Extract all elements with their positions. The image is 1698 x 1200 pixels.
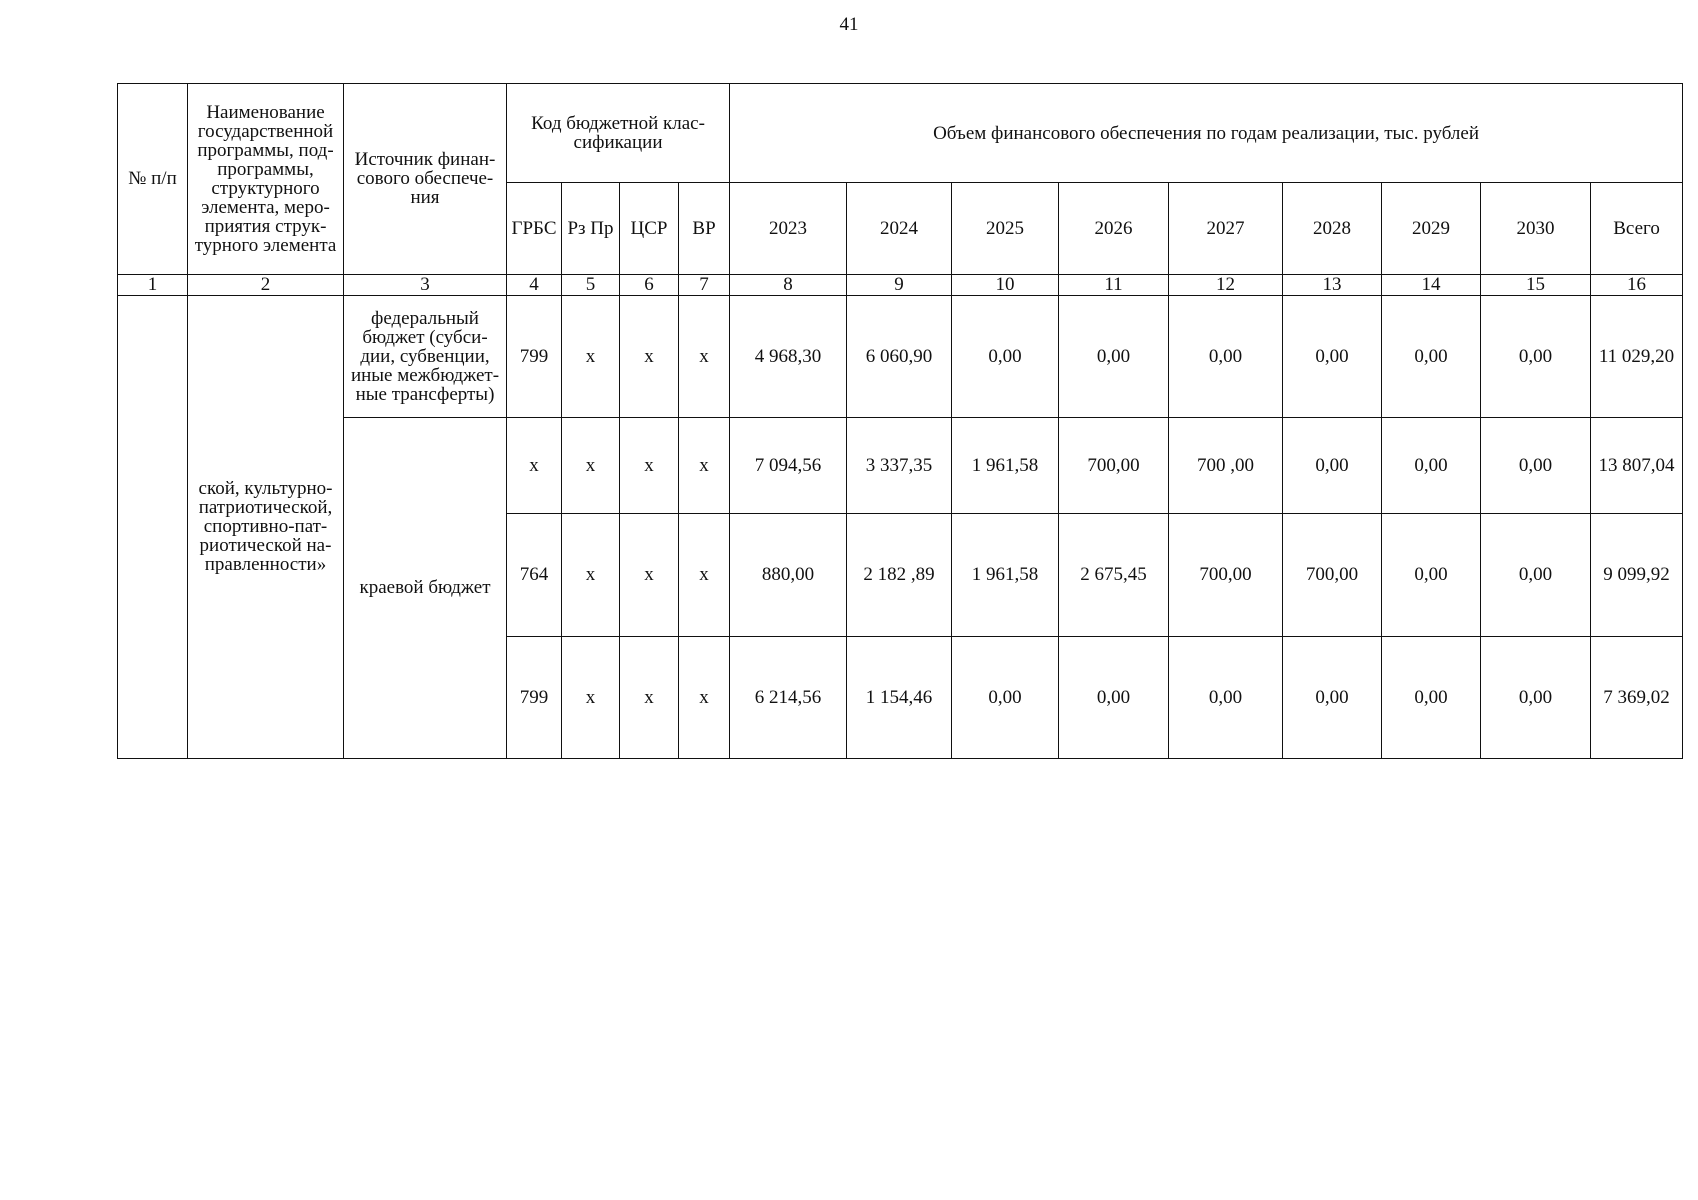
- value-cell: 0,00: [1283, 417, 1382, 513]
- index-cell: 4: [507, 274, 562, 295]
- value-cell: 2 182 ,89: [847, 514, 952, 636]
- index-cell: 12: [1169, 274, 1283, 295]
- value-cell: 6 060,90: [847, 295, 952, 417]
- source-regional-cell: краевой бюджет: [344, 417, 507, 758]
- rzpr-cell: х: [562, 514, 620, 636]
- index-cell: 6: [620, 274, 679, 295]
- header-rzpr: Рз Пр: [562, 183, 620, 274]
- index-cell: 8: [730, 274, 847, 295]
- value-cell: 0,00: [1059, 636, 1169, 758]
- value-cell: 700,00: [1283, 514, 1382, 636]
- header-year-2027: 2027: [1169, 183, 1283, 274]
- table-row: [118, 417, 1683, 513]
- index-cell: 9: [847, 274, 952, 295]
- value-cell: 3 337,35: [847, 417, 952, 513]
- header-year-2025: 2025: [952, 183, 1059, 274]
- index-cell: 14: [1382, 274, 1481, 295]
- rzpr-cell: х: [562, 417, 620, 513]
- value-cell: 0,00: [1481, 514, 1591, 636]
- vr-cell: х: [679, 295, 730, 417]
- budget-table: [117, 83, 1683, 759]
- value-cell: 0,00: [1382, 514, 1481, 636]
- header-name: Наименование государственной программы, под-программы, структурного элемента, меро-приятия струк-турного элемента: [188, 84, 344, 275]
- table-row: [118, 295, 1683, 417]
- value-cell: 1 154,46: [847, 636, 952, 758]
- index-cell: 7: [679, 274, 730, 295]
- total-cell: 9 099,92: [1591, 514, 1683, 636]
- value-cell: 0,00: [1481, 636, 1591, 758]
- csr-cell: х: [620, 417, 679, 513]
- header-grbs: ГРБС: [507, 183, 562, 274]
- value-cell: 4 968,30: [730, 295, 847, 417]
- total-cell: 11 029,20: [1591, 295, 1683, 417]
- vr-cell: х: [679, 514, 730, 636]
- header-volume-group: Объем финансового обеспечения по годам реализации, тыс. рублей: [730, 84, 1683, 183]
- grbs-cell: 764: [507, 514, 562, 636]
- header-row-1: [118, 84, 1683, 183]
- csr-cell: х: [620, 295, 679, 417]
- value-cell: 0,00: [1169, 295, 1283, 417]
- value-cell: 0,00: [952, 636, 1059, 758]
- header-vr: ВР: [679, 183, 730, 274]
- csr-cell: х: [620, 514, 679, 636]
- grbs-cell: х: [507, 417, 562, 513]
- header-year-2024: 2024: [847, 183, 952, 274]
- value-cell: 0,00: [1382, 417, 1481, 513]
- value-cell: 0,00: [1059, 295, 1169, 417]
- index-row: [118, 274, 1683, 295]
- value-cell: 6 214,56: [730, 636, 847, 758]
- value-cell: 700 ,00: [1169, 417, 1283, 513]
- value-cell: 1 961,58: [952, 514, 1059, 636]
- value-cell: 0,00: [1283, 636, 1382, 758]
- value-cell: 2 675,45: [1059, 514, 1169, 636]
- header-year-2028: 2028: [1283, 183, 1382, 274]
- csr-cell: х: [620, 636, 679, 758]
- index-cell: 2: [188, 274, 344, 295]
- value-cell: 700,00: [1059, 417, 1169, 513]
- page-number: 41: [839, 14, 859, 35]
- value-cell: 0,00: [1382, 636, 1481, 758]
- index-cell: 16: [1591, 274, 1683, 295]
- row-num-cell: [118, 295, 188, 758]
- header-year-2029: 2029: [1382, 183, 1481, 274]
- value-cell: 880,00: [730, 514, 847, 636]
- header-total: Всего: [1591, 183, 1683, 274]
- total-cell: 13 807,04: [1591, 417, 1683, 513]
- rzpr-cell: х: [562, 295, 620, 417]
- program-name-cell: ской, культурно-патриотической, спортивно-пат-риотической на-правленности»: [188, 295, 344, 758]
- index-cell: 15: [1481, 274, 1591, 295]
- value-cell: 7 094,56: [730, 417, 847, 513]
- rzpr-cell: х: [562, 636, 620, 758]
- value-cell: 0,00: [1382, 295, 1481, 417]
- value-cell: 0,00: [1283, 295, 1382, 417]
- grbs-cell: 799: [507, 636, 562, 758]
- grbs-cell: 799: [507, 295, 562, 417]
- vr-cell: х: [679, 636, 730, 758]
- header-year-2023: 2023: [730, 183, 847, 274]
- value-cell: 0,00: [1169, 636, 1283, 758]
- header-year-2026: 2026: [1059, 183, 1169, 274]
- value-cell: 0,00: [952, 295, 1059, 417]
- index-cell: 1: [118, 274, 188, 295]
- source-federal-cell: федеральный бюджет (субси-дии, субвенции, иные межбюджет-ные трансферты): [344, 295, 507, 417]
- header-source: Источник финан-сового обеспече-ния: [344, 84, 507, 275]
- value-cell: 0,00: [1481, 295, 1591, 417]
- value-cell: 700,00: [1169, 514, 1283, 636]
- index-cell: 3: [344, 274, 507, 295]
- header-csr: ЦСР: [620, 183, 679, 274]
- index-cell: 11: [1059, 274, 1169, 295]
- vr-cell: х: [679, 417, 730, 513]
- index-cell: 10: [952, 274, 1059, 295]
- index-cell: 13: [1283, 274, 1382, 295]
- value-cell: 1 961,58: [952, 417, 1059, 513]
- index-cell: 5: [562, 274, 620, 295]
- total-cell: 7 369,02: [1591, 636, 1683, 758]
- header-code-group: Код бюджетной клас-сификации: [507, 84, 730, 183]
- value-cell: 0,00: [1481, 417, 1591, 513]
- header-num: № п/п: [118, 84, 188, 275]
- header-year-2030: 2030: [1481, 183, 1591, 274]
